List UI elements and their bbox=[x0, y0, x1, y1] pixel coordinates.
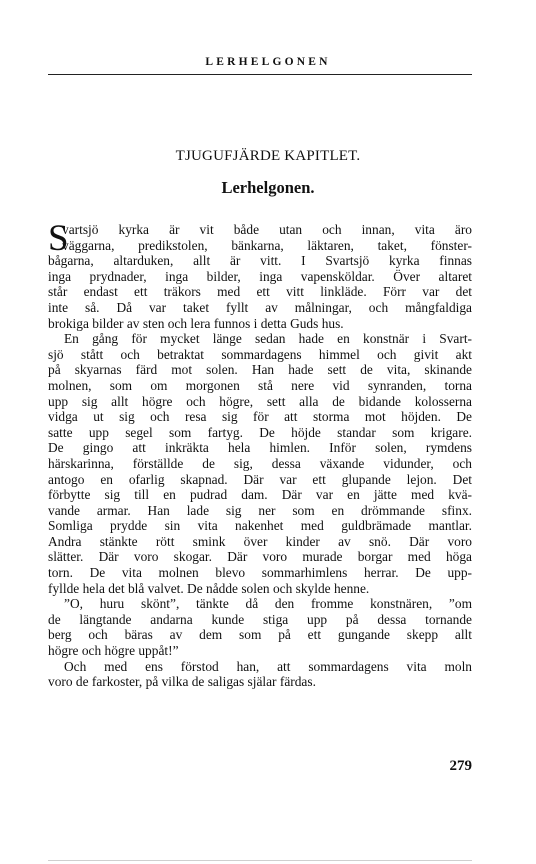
text-line: ”O, huru skönt”, tänkte då den fromme konstnären, ”om bbox=[64, 596, 472, 612]
chapter-title: Lerhelgonen. bbox=[221, 178, 315, 197]
text-line: vartsjö kyrka är vit både utan och innan, vita äro bbox=[62, 222, 472, 237]
body-text bbox=[48, 218, 472, 690]
text-line: fyllde hela det blå valvet. De nådde solen och skylde henne. bbox=[48, 580, 370, 596]
text-line: satte upp segel som fartyg. De höjde standar som krigare. bbox=[48, 424, 472, 440]
text-line: förbytte sig till en pudrad dam. Där var en jätte med kvä- bbox=[48, 487, 472, 503]
text-line: En gång för mycket länge sedan hade en konstnär i Svart- bbox=[64, 331, 472, 347]
text-line: bågarna, altarduken, allt är vitt. I Svartsjö kyrka finnas bbox=[48, 253, 472, 269]
text-line: högre och högre uppåt!” bbox=[48, 643, 179, 659]
text-line: berg och bäras av dem som på ett gungande skepp allt bbox=[48, 627, 472, 643]
text-line: antogo en ofarlig skapnad. Där var ett glupande lejon. Det bbox=[48, 471, 472, 487]
text-line: De gingo att inkräkta hela himlen. Inför solen, rymdens bbox=[48, 440, 472, 456]
text-line: härskarinna, förställde de sig, dessa växande vidunder, och bbox=[48, 455, 472, 471]
text-line: inte så. Då var taket fyllt av målningar, och mångfaldiga bbox=[48, 299, 472, 315]
text-line: vande armar. Han lade sig ner som en drömmande sfinx. bbox=[48, 502, 472, 518]
text-line: de längtande andarna kunde stiga upp på dessa tornande bbox=[48, 611, 472, 627]
text-line: står endast ett träkors med ett vitt linkläde. Förr var det bbox=[48, 284, 472, 300]
text-line: brokiga bilder av sten och lera funnos i detta Guds hus. bbox=[48, 315, 344, 331]
text-line: på skyarnas färd mot solen. Han hade sett de vita, skinande bbox=[48, 362, 472, 378]
text-line: Och med ens förstod han, att sommardagens vita moln bbox=[64, 658, 472, 674]
drop-cap: S bbox=[48, 218, 69, 259]
text-line: inga prydnader, inga bilder, inga vapensköldar. Över altaret bbox=[48, 268, 472, 284]
text-line: sjö stått och betraktat sommardagens himmel och givit akt bbox=[48, 346, 472, 362]
running-head: LERHELGONEN bbox=[205, 56, 331, 68]
header-rule bbox=[48, 74, 472, 75]
text-line: torn. De vita molnen blevo sommarhimlens herrar. De upp- bbox=[48, 565, 472, 581]
chapter-heading: TJUGUFJÄRDE KAPITLET. bbox=[175, 148, 361, 164]
text-line: upp sig allt högre och högre, sett alla de bidande kolosserna bbox=[48, 393, 472, 409]
text-line: väggarna, predikstolen, bänkarna, läktaren, taket, fönster- bbox=[62, 237, 472, 253]
text-line: vidga ut sig och resa sig för att storma mot höjden. De bbox=[48, 409, 472, 425]
text-line: Somliga prydde sin vita nakenhet med guldbrämade mantlar. bbox=[48, 518, 472, 534]
text-line: Andra stänkte rött smink över kinder av snö. Där voro bbox=[48, 533, 472, 549]
text-line: voro de farkoster, på vilka de saligas själar färdas. bbox=[48, 674, 316, 690]
text-line: slätter. Där voro skogar. Där voro murade borgar med höga bbox=[48, 549, 472, 565]
bottom-edge-line bbox=[48, 860, 472, 861]
page-number: 279 bbox=[449, 758, 472, 774]
text-line: molnen, som om morgonen stå nere vid synranden, torna bbox=[48, 377, 472, 393]
